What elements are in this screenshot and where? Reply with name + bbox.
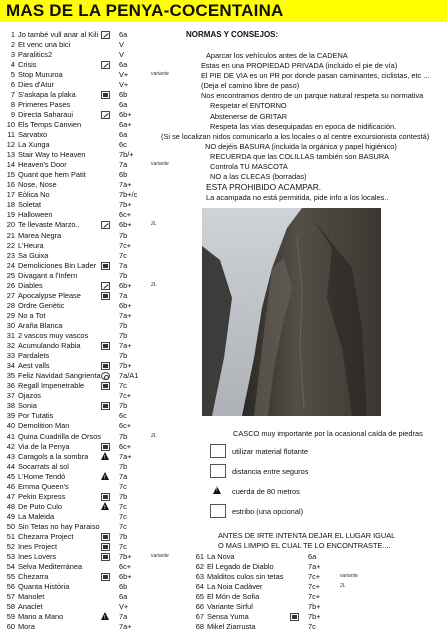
route-name: L'Home Tendó [18,471,66,481]
route-number: 2 [10,39,15,49]
route-grade: 7b+ [119,552,132,562]
route-grade: 7b+/c [119,190,138,200]
route-number: 38 [6,401,15,411]
route-number: 7 [10,89,15,99]
norm-text: La acampada no está permitida, pide info a los locales.. [206,193,389,202]
route-number: 35 [6,371,15,381]
norm-text: NO dejéis BASURA (incluida la orgánica y papel higiénico) [205,142,397,151]
shield-icon [101,292,110,300]
route-grade: 6a [119,592,128,602]
shield-icon [101,443,110,451]
route-number: 32 [6,341,15,351]
route-grade: 7c [119,481,127,491]
route-name: Heaven's Door [18,160,67,170]
route-name: Quanta Història [18,582,70,592]
route-number: 37 [6,391,15,401]
route-mark: variante [340,573,358,580]
route-name: Te llevaste Marzo.. [18,220,80,230]
shield-icon [290,613,299,621]
norm-text: Nos encontramos dentro de un parque natural respeta su normativa [201,91,424,100]
route-grade: 6c+ [119,562,132,572]
route-grade: 7a+ [119,180,132,190]
route-name: Dies d'Atur [18,79,54,89]
route-name: Els Temps Canvien [18,119,82,129]
route-number: 33 [6,351,15,361]
route-grade: 7a [119,612,128,622]
route-name: Sensa Yuma [207,612,249,622]
route-name: Mora [18,622,35,632]
route-grade: 7c [119,511,127,521]
route-number: 27 [6,290,15,300]
route-number: 62 [195,562,204,572]
route-grade: 7c+ [119,240,132,250]
norm-text: Respetar el ENTORNO [210,101,287,110]
route-grade: 6c+ [119,441,132,451]
route-grade: 7a [119,160,128,170]
route-name: Pardalets [18,351,50,361]
route-number: 25 [6,270,15,280]
rope-icon [210,504,226,518]
warning-icon [101,502,109,510]
route-number: 64 [195,582,204,592]
route-number: 46 [6,481,15,491]
route-number: 29 [6,310,15,320]
route-grade: 7a+ [119,622,132,632]
cliff-photo [202,208,381,416]
route-number: 43 [6,451,15,461]
route-grade: 7c+ [308,572,321,582]
route-name: Directa Saharaui [18,109,74,119]
route-number: 68 [195,622,204,632]
route-number: 20 [6,220,15,230]
key-icon [101,61,110,69]
route-name: No a Tot [18,310,46,320]
norm-text: utilizar material flotante [232,447,308,456]
route-name: Ojazos [18,391,42,401]
route-number: 4 [10,59,15,69]
shield-icon [101,382,110,390]
route-number: 61 [195,552,204,561]
route-name: Socarrats al sol [18,461,69,471]
route-number: 57 [6,592,15,602]
shield-icon [101,573,110,581]
route-grade: 6b+ [119,220,132,230]
route-number: 13 [6,150,15,160]
route-name: La Noia Cadàver [207,582,263,592]
route-number: 44 [6,461,15,471]
shield-icon [101,362,110,370]
route-grade: 6c+ [119,421,132,431]
route-number: 5 [10,69,15,79]
norm-text: Controla TU MASCOTA [210,162,288,171]
shield-icon [101,262,110,270]
norm-text: RECUERDA que las COLILLAS también son BASURA [210,152,390,161]
route-number: 39 [6,411,15,421]
route-name: De Puto Culo [18,501,62,511]
route-grade: 6a [119,29,128,39]
route-mark: variante [151,553,169,560]
route-grade: 7c+ [308,582,321,592]
route-grade: 7b [119,270,128,280]
route-mark: 2L [340,583,346,590]
route-name: Pekin Express [18,491,66,501]
shield-icon [101,493,110,501]
route-grade: 7c [308,622,316,632]
route-number: 60 [6,622,15,632]
route-name: Sarvatxo [18,130,48,139]
route-grade: 7b+ [119,200,132,210]
route-grade: 7c [119,250,127,260]
norm-text: El PIE DE VIA es un PR por donde pasan caminantes, ciclistas, etc ... [201,71,430,80]
route-grade: 7a [119,471,128,481]
route-number: 15 [6,170,15,180]
route-number: 14 [6,160,15,170]
route-number: 49 [6,511,15,521]
warning-icon [213,486,221,494]
route-name: Nose, Nose [18,180,57,190]
route-number: 10 [6,119,15,129]
route-grade: 7b+ [308,612,321,622]
route-grade: 7a+ [119,451,132,461]
norm-text: NO a las CLECAS (borradas) [210,172,307,181]
route-number: 53 [6,552,15,562]
route-name: Soletat [18,200,42,210]
route-grade: V+ [119,79,129,89]
route-grade: 7c [119,381,127,391]
norm-text: Abstenerse de GRITAR [210,112,288,121]
route-name: 2 vascos muy vascos [18,331,89,340]
route-number: 63 [195,572,204,582]
route-name: L'Heura [18,240,44,250]
route-name: Paralitics2 [18,49,53,59]
route-name: Feliz Navidad Sangrienta [18,371,101,381]
route-name: El Món de Sofia [207,592,260,602]
cliff-photo-image [202,208,381,416]
route-grade: 7c+ [308,592,321,602]
route-name: Malditos culos sin tetas [207,572,284,582]
key-icon [210,444,226,458]
route-grade: 6a [308,552,317,561]
route-name: Quina Cuadrilla de Orsos [18,431,101,441]
warning-icon [210,484,226,498]
route-number: 12 [6,140,15,150]
route-grade: 7b+ [308,602,321,612]
route-grade: V+ [119,602,129,612]
route-name: Jo també vull anar al Kili [18,29,99,39]
route-name: Divagant a l'Infern [18,270,78,280]
route-grade: 6b+ [119,300,132,310]
route-number: 51 [6,532,15,541]
route-name: Variante Sirful [207,602,253,612]
norm-text: Respeta las vías desequipadas en epoca de nidificación. [210,122,397,131]
route-grade: 7c [119,521,127,531]
route-name: Stair Way to Heaven [18,150,86,160]
rope-icon [101,372,110,380]
route-grade: 7b+ [119,361,132,371]
route-name: Ines Project [18,542,58,552]
route-mark: 2L [151,432,157,439]
route-grade: 7a/A1 [119,371,139,381]
route-name: Ordre Genètic [18,300,65,310]
route-mark: variante [151,70,169,77]
route-grade: 6b+ [119,572,132,582]
route-number: 36 [6,381,15,391]
shield-icon [101,91,110,99]
route-grade: 6a [119,99,128,109]
route-number: 34 [6,361,15,371]
route-mark: variante [151,161,169,168]
route-number: 58 [6,602,15,612]
route-name: Marea Negra [18,230,62,240]
route-grade: 7a+ [119,310,132,320]
norm-text: ANTES DE IRTE INTENTA DEJAR EL LUGAR IGUAL [218,531,396,540]
route-name: Aest valls [18,361,50,371]
route-grade: 7c [119,501,127,511]
route-grade: 7b [119,491,128,501]
route-number: 66 [195,602,204,612]
route-grade: 6c+ [119,210,132,220]
route-name: Regall Impenetrable [18,381,85,391]
route-number: 21 [6,230,15,240]
route-number: 23 [6,250,15,260]
shield-icon [101,533,110,541]
route-number: 40 [6,421,15,431]
route-grade: V [119,49,124,59]
route-name: Demoliciones Bin Lader [18,260,97,270]
route-number: 8 [10,99,15,109]
shield-icon [101,342,110,350]
route-name: Stop Mururoa [18,69,63,79]
route-grade: 7b [119,351,128,361]
page-header [0,0,447,22]
route-grade: 6b [119,89,128,99]
route-name: Emma Queen's [18,481,69,491]
norm-text: distancia entre seguros [232,467,309,476]
route-grade: V+ [119,69,129,79]
route-grade: 7c [119,542,127,552]
route-grade: 7b [119,331,128,340]
route-grade: 7b/+ [119,150,134,160]
route-grade: 7a+ [308,562,321,572]
route-number: 26 [6,280,15,290]
route-name: Eòlica No [18,190,50,200]
key-icon [101,282,110,290]
route-grade: 6b [119,170,128,180]
route-number: 31 [6,331,15,340]
route-name: Acumulando Rabia [18,341,81,351]
warning-icon [101,452,109,460]
route-grade: 7c+ [119,391,132,401]
route-number: 22 [6,240,15,250]
route-number: 67 [195,612,204,622]
route-grade: 7b [119,461,128,471]
route-grade: 6c [119,411,127,421]
route-name: Mikel Ziarrusta [207,622,256,632]
route-grade: 7a [119,260,128,270]
route-name: La Maleida [18,511,55,521]
route-mark: 2L [151,281,157,288]
shield-icon [210,464,226,478]
route-number: 1 [10,29,15,39]
route-number: 9 [10,109,15,119]
route-number: 52 [6,542,15,552]
warning-icon [101,612,109,620]
route-name: Quant que hem Patit [18,170,86,180]
route-number: 19 [6,210,15,220]
route-grade: 7a+ [119,341,132,351]
route-grade: 6b [119,582,128,592]
norm-text: (Deja el camino libre de paso) [201,81,300,90]
route-name: El Legado de Diablo [207,562,274,572]
key-icon [101,31,110,39]
route-name: Mano a Mano [18,612,64,622]
route-name: Sonia [18,401,37,411]
norms-title: NORMAS Y CONSEJOS: [186,30,279,39]
route-number: 56 [6,582,15,592]
route-name: La Nova [207,552,235,561]
norm-text: estribo (una opcional) [232,507,304,516]
route-grade: 7b [119,320,128,330]
warning-icon [101,472,109,480]
norm-text: O MAS LIMPIO EL CUAL TE LO ENCONTRASTE.... [218,541,391,550]
route-name: Crisis [18,59,37,69]
route-number: 42 [6,441,15,451]
route-name: Manolet [18,592,45,602]
route-name: Primeres Pases [18,99,71,109]
route-grade: V [119,39,124,49]
route-name: Sa Guixa [18,250,49,260]
route-grade: 7b [119,401,128,411]
norm-text: ESTA PROHIBIDO ACAMPAR. [206,182,322,192]
route-name: Anaclet [18,602,43,612]
norm-text: Estas en una PROPIEDAD PRIVADA (incluido el pie de vía) [201,61,398,70]
norm-text: (Si se localizan nidos comunicarlo a los locales o al centre excursionista contestá) [161,132,430,141]
route-name: Por Tutatis [18,411,54,421]
route-grade: 6a+ [119,119,132,129]
key-icon [101,111,110,119]
route-number: 50 [6,521,15,531]
route-number: 24 [6,260,15,270]
route-name: Araña Blanca [18,320,63,330]
route-number: 18 [6,200,15,210]
route-name: Demolition Man [18,421,70,431]
route-grade: 6a [119,130,128,139]
route-name: Halloween [18,210,53,220]
route-number: 28 [6,300,15,310]
route-name: Via de la Penya [18,441,70,451]
norm-text: Aparcar los vehículos antes de la CADENA [206,51,348,60]
route-grade: 7b [119,230,128,240]
route-number: 48 [6,501,15,511]
route-number: 3 [10,49,15,59]
shield-icon [101,402,110,410]
route-grade: 6b+ [119,280,132,290]
route-number: 54 [6,562,15,572]
route-grade: 6c [119,140,127,150]
route-number: 17 [6,190,15,200]
route-number: 11 [7,130,15,139]
route-grade: 7b [119,431,128,441]
route-name: La Xunga [18,140,50,150]
route-number: 6 [10,79,15,89]
key-icon [101,221,110,229]
shield-icon [101,553,110,561]
route-number: 47 [6,491,15,501]
route-name: Chezarra [18,572,49,582]
norm-text: cuerda de 80 metros [232,487,300,496]
shield-icon [101,543,110,551]
route-name: Apocalypse Please [18,290,81,300]
route-name: Sin Tetas no hay Paraiso [18,521,100,531]
route-grade: 6a [119,59,128,69]
route-number: 16 [6,180,15,190]
route-number: 30 [6,320,15,330]
route-grade: 7a [119,290,128,300]
route-mark: 2L [151,221,157,228]
route-name: Et venc una bici [18,39,71,49]
route-name: Chezarra Project [18,532,74,541]
route-grade: 6b+ [119,109,132,119]
route-number: 41 [6,431,15,441]
route-name: S'askapa la plaka [18,89,76,99]
route-number: 55 [6,572,15,582]
route-name: Diables [18,280,43,290]
route-number: 59 [6,612,15,622]
route-name: Selva Mediterránea [18,562,83,572]
norm-text: CASCO muy importante por la ocasional caída de piedras [233,429,423,438]
route-name: Caragols a la sombra [18,451,89,461]
route-grade: 7b [119,532,128,541]
page-title: MAS DE LA PENYA-COCENTAINA [6,1,284,20]
route-number: 45 [6,471,15,481]
route-name: Ines Lovers [18,552,57,562]
route-number: 65 [195,592,204,602]
